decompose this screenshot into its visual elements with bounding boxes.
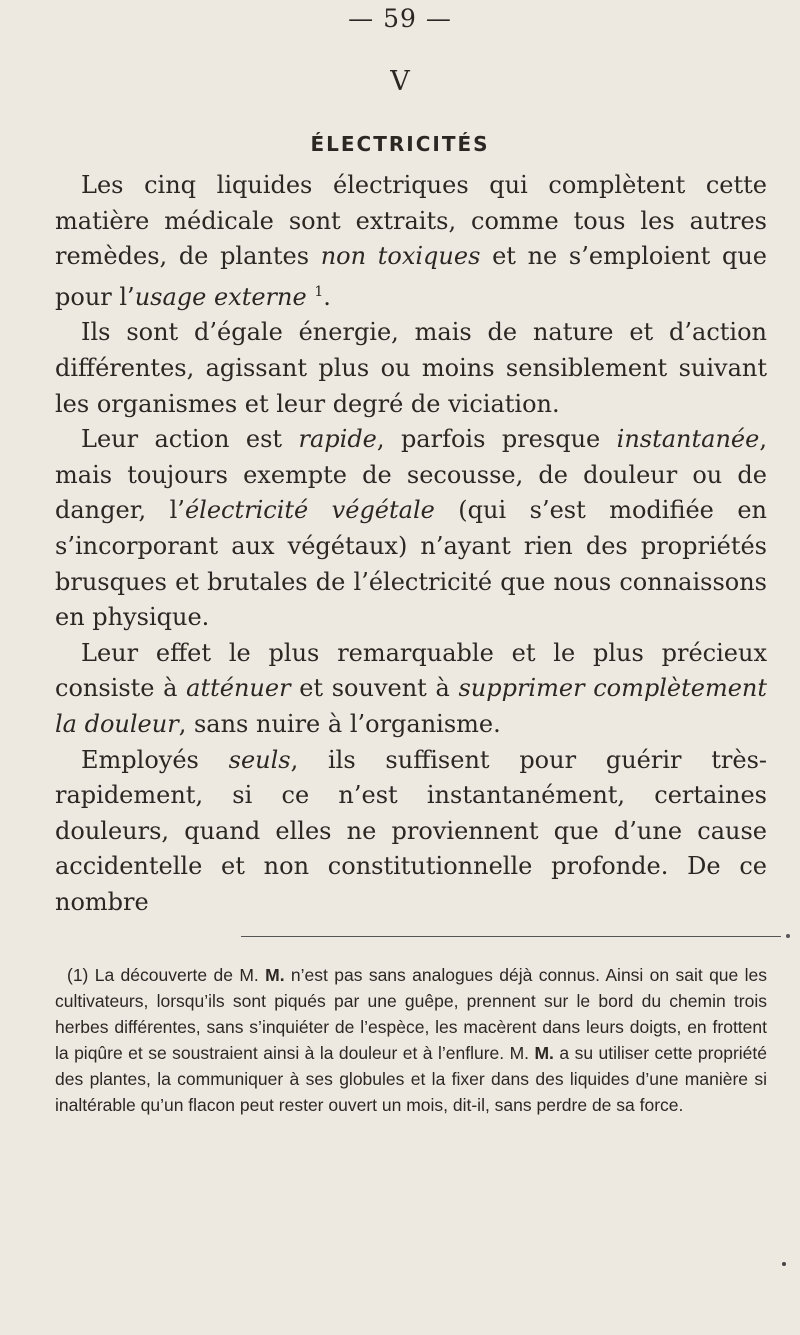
- paragraph-3: Leur action est rapide, parfois presque instantanée, mais toujours exempte de secousse, de douleur ou de danger, l’électricité végétale (qui s’est modifiée en s’incorporant aux végétaux) n’ayant rien des propriétés brusques et brutales de l’électricité que nous connaissons en physique.: [55, 425, 767, 632]
- footnote: [55, 962, 767, 1118]
- paragraph-5: Employés seuls, ils suffisent pour guérir très-rapidement, si ce n’est instantanément, certaines douleurs, quand elles ne proviennent que d’une cause accidentelle et non constitutionnelle profonde. De ce nombre: [55, 745, 767, 916]
- paragraph-2: Ils sont d’égale énergie, mais de nature et d’action différentes, agissant plus ou moins sensiblement suivant les organismes et leur degré de viciation.: [55, 318, 767, 418]
- page-mark: [782, 1262, 786, 1266]
- chapter-title: ÉLECTRICITÉS: [310, 132, 490, 156]
- divider-dot: [786, 934, 790, 938]
- footnote-ref: 1: [314, 283, 324, 300]
- page-number: — 59 —: [348, 4, 452, 33]
- footnote-text: (1) La découverte de M. M. n’est pas sans analogues déjà connus. Ainsi on sait que les cultivateurs, lorsqu’ils sont piqués par une guêpe, prennent sur le bord du chemin trois herbes différentes, sans s’inquiéter de l’espèce, les macèrent dans leurs doigts, en frottent la piqûre et se soustraient ainsi à la douleur et à l’enflure. M. M. a su utiliser cette propriété des plantes, la communiquer à ses globules et la fixer dans des liquides d’une manière si inaltérable qu’un flacon peut rester ouvert un mois, dit-il, sans perdre de sa force.: [55, 965, 767, 1115]
- footnote-divider: [241, 936, 781, 937]
- body-text: [55, 168, 767, 920]
- paragraph-4: Leur effet le plus remarquable et le plus précieux consiste à atténuer et souvent à supprimer complètement la douleur, sans nuire à l’organisme.: [55, 638, 768, 738]
- chapter-number: V: [390, 66, 410, 97]
- paragraph-1: Les cinq liquides électriques qui complètent cette matière médicale sont extraits, comme tous les autres remèdes, de plantes non toxiques et ne s’emploient que pour l’usage externe $^1$.: [55, 171, 768, 311]
